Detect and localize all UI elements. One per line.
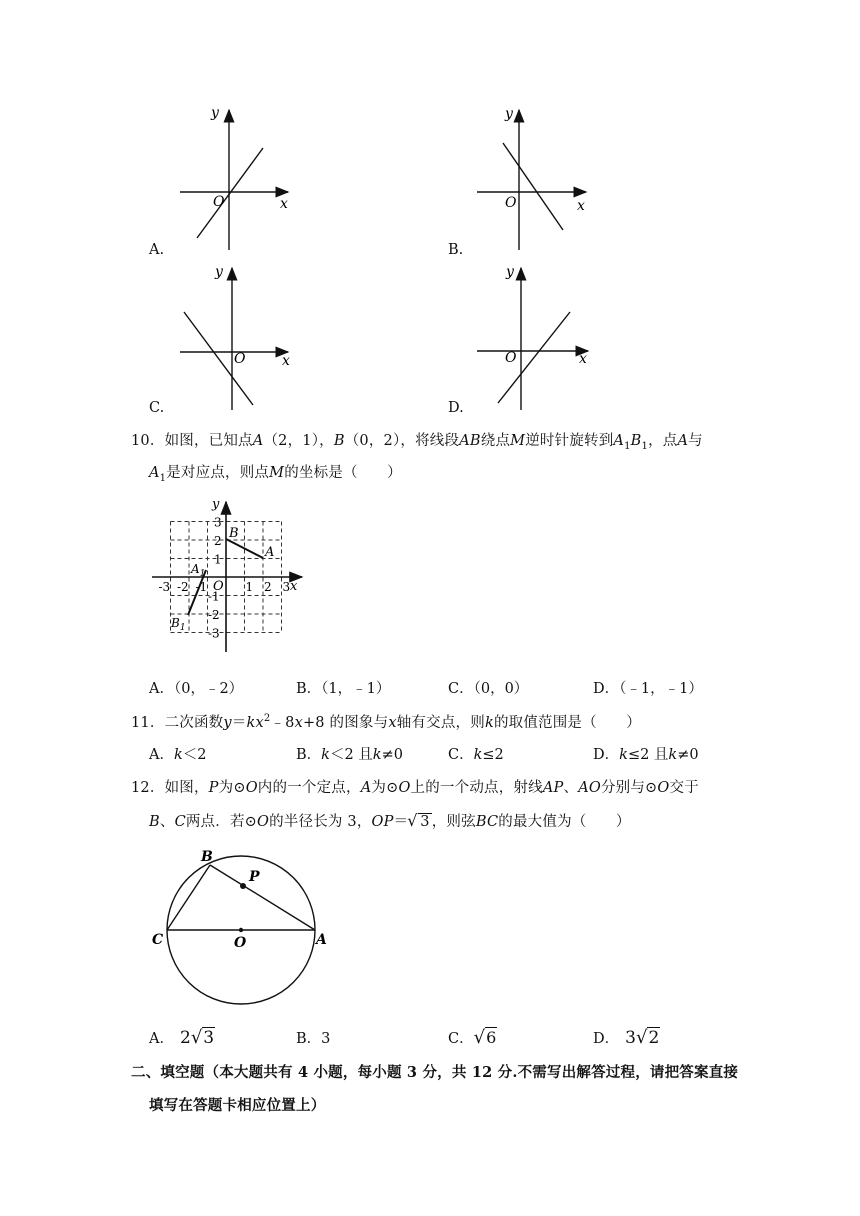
graph-b[interactable] bbox=[477, 106, 586, 250]
y-tick-label: 3 bbox=[214, 515, 222, 530]
label-p: P bbox=[249, 869, 260, 885]
x-tick-label: -3 bbox=[158, 580, 171, 594]
graph-c[interactable] bbox=[180, 264, 290, 410]
q9-option-c-label[interactable]: C. bbox=[149, 400, 165, 416]
q10-option-a[interactable]: A．（0，﹣2） bbox=[149, 681, 244, 697]
y-tick-label: -1 bbox=[208, 589, 220, 604]
point-p bbox=[240, 883, 246, 889]
axis-x-label: x bbox=[282, 353, 290, 369]
point-b-label: B bbox=[229, 526, 239, 541]
x-label: x bbox=[290, 579, 298, 594]
axis-x-label: x bbox=[579, 351, 587, 367]
axis-y-label: y bbox=[505, 106, 513, 122]
section2-heading-line2: 填写在答题卡相应位置上） bbox=[149, 1097, 326, 1114]
axis-x-label: x bbox=[280, 196, 288, 212]
q12-line1: 12．如图，P为⊙O内的一个定点，A为⊙O上的一个动点，射线AP、AO分别与⊙O交于 bbox=[131, 780, 699, 796]
q9-option-b-label[interactable]: B. bbox=[448, 242, 464, 258]
axis-x-label: x bbox=[577, 198, 585, 214]
origin-label: O bbox=[234, 351, 246, 367]
q11-option-a[interactable]: A．k＜2 bbox=[149, 747, 207, 763]
q11-stem: 11．二次函数$y=kx^2﹣8x+8$ 的图象与x轴有交点，则k的取值范围是（ ） bbox=[131, 713, 641, 731]
y-tick-label: -3 bbox=[208, 626, 220, 641]
x-tick-label: -1 bbox=[195, 580, 208, 594]
label-o: O bbox=[234, 935, 247, 951]
y-tick-label: -2 bbox=[208, 608, 220, 622]
point-b1-label: $B_1$ bbox=[171, 616, 186, 633]
graph-a[interactable] bbox=[180, 105, 288, 250]
q10-line2: $A_1$是对应点，则点M的坐标是（ ） bbox=[149, 465, 402, 484]
point-a1-label: $A_1$ bbox=[191, 562, 206, 579]
q12-option-a[interactable]: A． 2√3 bbox=[149, 1027, 215, 1048]
chord-cb bbox=[167, 865, 210, 930]
axis-y-label: y bbox=[506, 264, 514, 280]
q10-option-b[interactable]: B．（1，﹣1） bbox=[296, 681, 391, 697]
q12-option-c[interactable]: C．√6 bbox=[448, 1027, 497, 1048]
q12-figure bbox=[0, 840, 360, 1015]
q12-line2: B、C两点．若⊙O的半径长为 3，OP＝ √ 3 ，则弦BC的最大值为（ ） bbox=[149, 811, 631, 830]
q10-option-c[interactable]: C．（0，0） bbox=[448, 681, 529, 697]
label-a: A bbox=[316, 932, 327, 948]
y-label: y bbox=[212, 497, 220, 512]
origin-label: O bbox=[213, 194, 225, 210]
x-tick-label: 2 bbox=[264, 580, 272, 594]
q11-option-b[interactable]: B．k＜2 且k≠0 bbox=[296, 747, 403, 763]
q10-line1: 10．如图，已知点A（2，1），B（0，2），将线段AB绕点M逆时针旋转到$A_1B_1$，点A与 bbox=[131, 433, 703, 452]
label-b: B bbox=[201, 849, 213, 865]
q10-figure bbox=[0, 490, 320, 660]
axis-y-label: y bbox=[215, 264, 223, 280]
q11-option-c[interactable]: C．k≤2 bbox=[448, 747, 504, 763]
point-a-label: A bbox=[265, 545, 275, 560]
x-tick-label: 3 bbox=[282, 580, 291, 594]
q10-option-d[interactable]: D．（﹣1，﹣1） bbox=[593, 681, 703, 697]
sqrt-expression: √ 3 bbox=[407, 811, 430, 830]
q11-option-d[interactable]: D．k≤2 且k≠0 bbox=[593, 747, 699, 763]
q9-option-a-label[interactable]: A. bbox=[149, 242, 165, 258]
y-tick-label: 1 bbox=[214, 552, 222, 567]
y-tick-label: 2 bbox=[214, 534, 222, 548]
x-tick-label: 1 bbox=[245, 580, 254, 594]
origin-label: O bbox=[213, 579, 224, 594]
origin-label: O bbox=[505, 350, 517, 366]
segment-ab bbox=[226, 539, 263, 558]
graph-d[interactable] bbox=[477, 264, 588, 410]
center-point bbox=[239, 928, 243, 932]
q9-graphs bbox=[0, 0, 860, 420]
chord-ba bbox=[210, 865, 315, 930]
label-c: C bbox=[152, 932, 164, 948]
q9-option-d-label[interactable]: D. bbox=[448, 400, 464, 416]
axis-y-label: y bbox=[211, 105, 219, 121]
q12-option-b[interactable]: B．3 bbox=[296, 1031, 331, 1047]
q12-option-d[interactable]: D． 3√2 bbox=[593, 1027, 660, 1048]
origin-label: O bbox=[505, 195, 517, 211]
x-tick-label: -2 bbox=[177, 580, 189, 594]
section2-heading-line1: 二、填空题（本大题共有 4 小题，每小题 3 分，共 12 分.不需写出解答过程，请把答案直接 bbox=[131, 1064, 739, 1081]
